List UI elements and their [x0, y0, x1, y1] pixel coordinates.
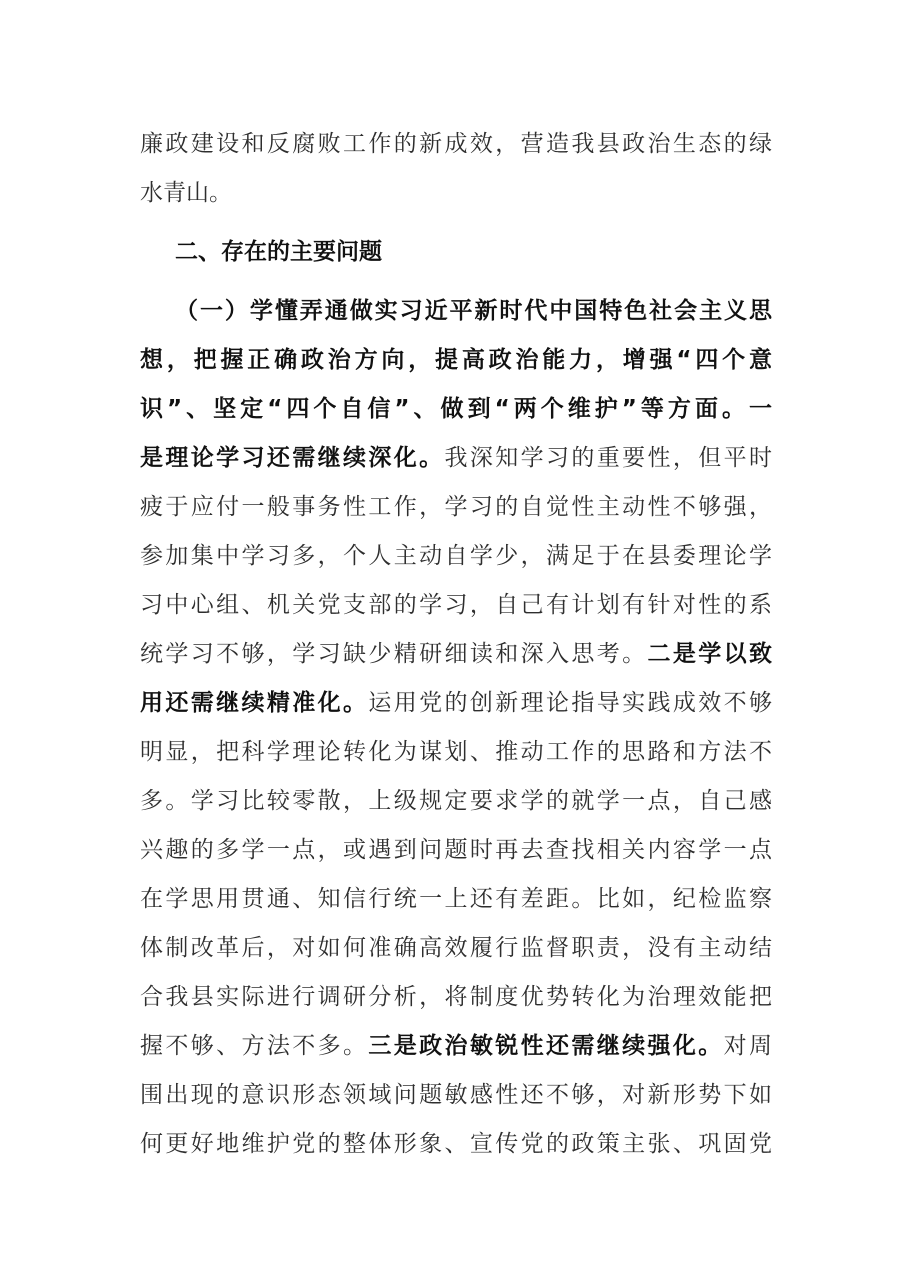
body-text: 统学习不够，学习缺少精研细读和深入思考。: [140, 641, 648, 667]
body-text: 我深知学习的重要性，但平时: [444, 445, 772, 471]
bold-text: 是理论学习还需继续深化。: [140, 445, 445, 471]
paragraph-line: [140, 1026, 772, 1066]
subsection-heading-line: [175, 291, 772, 331]
paragraph-line: 明显，把科学理论转化为谋划、推动工作的思路和方法不: [140, 739, 772, 765]
section-heading: 二、存在的主要问题: [175, 239, 382, 265]
paragraph-line: [140, 438, 772, 478]
paragraph-line: [140, 683, 772, 723]
paragraph-line: [140, 634, 772, 674]
bold-text: 二是学以致: [647, 641, 772, 667]
bold-text: 想，把握正确政治方向，提高政治能力，增强“四个意: [140, 347, 772, 373]
paragraph-line: 多。学习比较零散，上级规定要求学的就学一点，自己感: [140, 788, 772, 814]
paragraph-line: 习中心组、机关党支部的学习，自己有计划有针对性的系: [140, 592, 772, 618]
bold-text: 用还需继续精准化。: [140, 690, 369, 716]
bold-text: （一）学懂弄通做实习近平新时代中国特色社会主义思: [175, 298, 772, 324]
paragraph-line: 水青山。: [140, 180, 232, 206]
paragraph-line: 合我县实际进行调研分析，将制度优势转化为治理效能把: [140, 984, 772, 1010]
paragraph-line: 何更好地维护党的整体形象、宣传党的政策主张、巩固党: [140, 1131, 772, 1157]
paragraph-line: 在学思用贯通、知信行统一上还有差距。比如，纪检监察: [140, 886, 772, 912]
paragraph-line: 疲于应付一般事务性工作，学习的自觉性主动性不够强，: [140, 494, 772, 520]
bold-text: 三是政治敏锐性还需继续强化。: [368, 1033, 724, 1059]
subsection-heading-line: [140, 340, 772, 380]
paragraph-line: 体制改革后，对如何准确高效履行监督职责，没有主动结: [140, 935, 772, 961]
body-text: 对周: [723, 1033, 772, 1059]
body-text: 握不够、方法不多。: [140, 1033, 369, 1059]
bold-text: 识”、坚定“四个自信”、做到“两个维护”等方面。一: [140, 396, 772, 422]
paragraph-line: 廉政建设和反腐败工作的新成效，营造我县政治生态的绿: [140, 131, 772, 157]
subsection-heading-line: [140, 389, 772, 429]
body-text: 运用党的创新理论指导实践成效不够: [368, 690, 772, 716]
paragraph-line: 围出现的意识形态领域问题敏感性还不够，对新形势下如: [140, 1082, 772, 1108]
paragraph-line: 兴趣的多学一点，或遇到问题时再去查找相关内容学一点: [140, 837, 772, 863]
paragraph-line: 参加集中学习多，个人主动自学少，满足于在县委理论学: [140, 543, 772, 569]
